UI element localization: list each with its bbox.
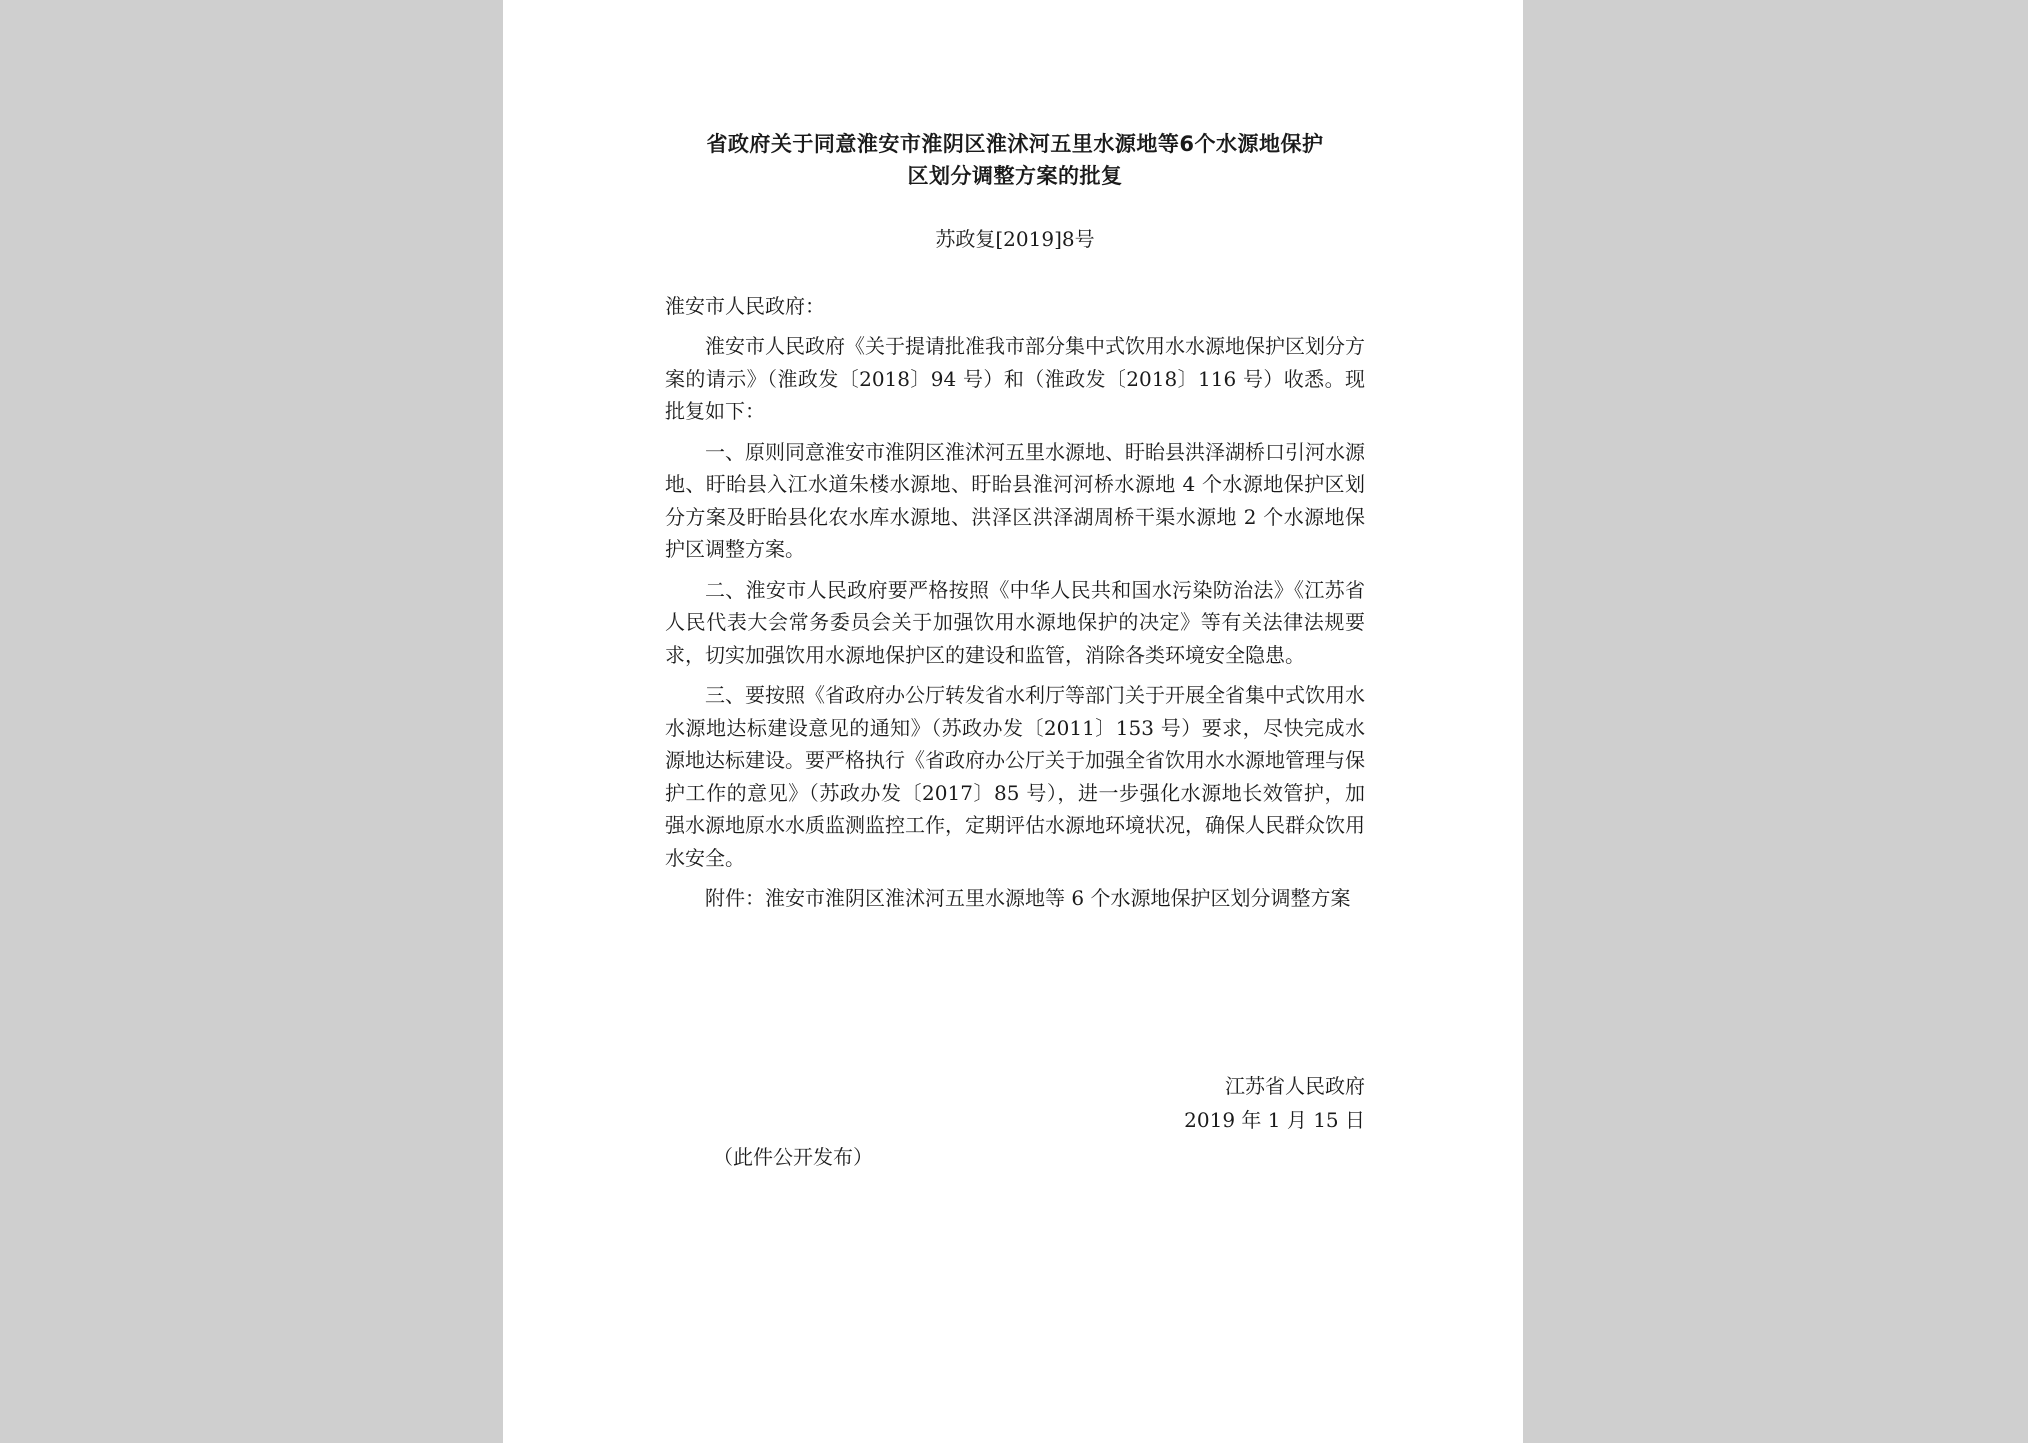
document-title bbox=[665, 128, 1365, 192]
document-number: 苏政复[2019]8号 bbox=[935, 227, 1095, 251]
body-paragraph-item-1: 一、原则同意淮安市淮阴区淮沭河五里水源地、盱眙县洪泽湖桥口引河水源地、盱眙县入江水道朱楼水源地、盱眙县淮河河桥水源地 4 个水源地保护区划分方案及盱眙县化农水库水源地、洪泽区洪泽湖周桥干渠水源地 2 个水源地保护区调整方案。 bbox=[665, 439, 1365, 561]
signature-block bbox=[1184, 1069, 1365, 1137]
body-paragraph-intro: 淮安市人民政府《关于提请批准我市部分集中式饮用水水源地保护区划分方案的请示》（淮政发〔2018〕94 号）和（淮政发〔2018〕116 号）收悉。现批复如下： bbox=[665, 334, 1365, 423]
attachment-note: 附件：淮安市淮阴区淮沭河五里水源地等 6 个水源地保护区划分调整方案 bbox=[705, 886, 1351, 910]
issue-date: 2019 年 1 月 15 日 bbox=[1184, 1108, 1365, 1132]
body-paragraph-item-2: 二、淮安市人民政府要严格按照《中华人民共和国水污染防治法》《江苏省人民代表大会常务委员会关于加强饮用水源地保护的决定》等有关法律法规要求，切实加强饮用水源地保护区的建设和监管，消除各类环境安全隐患。 bbox=[665, 577, 1365, 667]
document-content bbox=[665, 128, 1365, 1169]
title-line-2: 区划分调整方案的批复 bbox=[907, 164, 1123, 188]
issuer-name: 江苏省人民政府 bbox=[1225, 1074, 1365, 1098]
body-paragraph-item-3: 三、要按照《省政府办公厅转发省水利厅等部门关于开展全省集中式饮用水水源地达标建设意见的通知》（苏政办发〔2011〕153 号）要求，尽快完成水源地达标建设。要严格执行《省政府办公厅关于加强全省饮用水水源地管理与保护工作的意见》（苏政办发〔2017〕85 号），进一步强化水源地长效管护，加强水源地原水水质监测监控工作，定期评估水源地环境状况，确保人民群众饮用水安全。 bbox=[665, 683, 1365, 870]
document-page bbox=[503, 0, 1523, 1443]
public-release-note: （此件公开发布） bbox=[713, 1145, 873, 1169]
title-line-1: 省政府关于同意淮安市淮阴区淮沭河五里水源地等6个水源地保护 bbox=[706, 132, 1324, 156]
addressee: 淮安市人民政府： bbox=[665, 294, 825, 318]
